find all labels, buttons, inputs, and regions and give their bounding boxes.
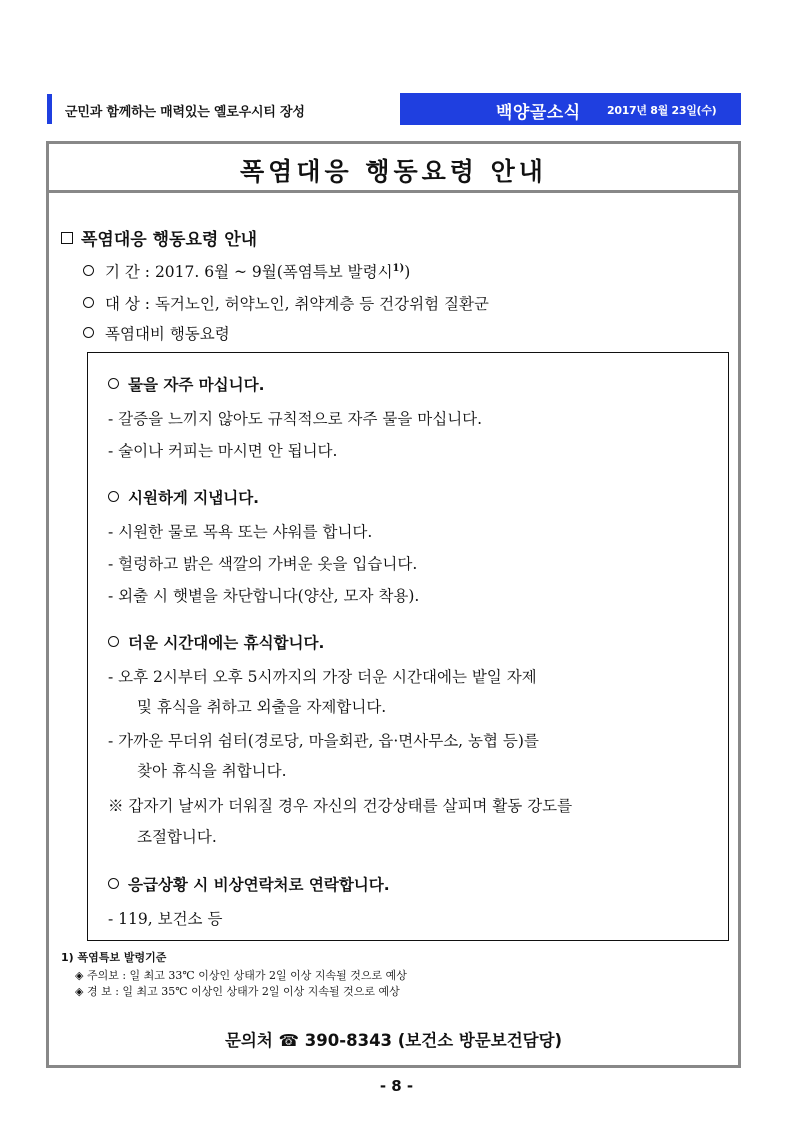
guideline-item: - 119, 보건소 등 [108, 910, 223, 928]
contact-info: 문의처 ☎ 390-8343 (보건소 방문보건담당) [224, 1031, 563, 1050]
footnote-item: ◈ 주의보 : 일 최고 33℃ 이상인 상태가 2일 이상 지속될 것으로 예상 [75, 969, 407, 982]
circle-bullet-icon [83, 327, 94, 338]
page-title: 폭염대응 행동요령 안내 [240, 157, 547, 186]
page-number: - 8 - [379, 1077, 414, 1095]
circle-bullet-icon [83, 265, 94, 276]
circle-bullet-icon [83, 297, 94, 308]
guideline-heading: 응급상황 시 비상연락처로 연락합니다. [108, 873, 390, 895]
square-bullet-icon [61, 232, 73, 244]
guide-text: 폭염대비 행동요령 [105, 325, 230, 343]
guideline-note: ※ 갑자기 날씨가 더워질 경우 자신의 건강상태를 살피며 활동 강도를 [108, 797, 573, 815]
circle-bullet-icon [108, 491, 119, 502]
footnote-item: ◈ 경 보 : 일 최고 35℃ 이상인 상태가 2일 이상 지속될 것으로 예상 [75, 985, 400, 998]
section-heading-text: 폭염대응 행동요령 안내 [81, 230, 258, 250]
guideline-item: - 외출 시 햇볕을 차단합니다(양산, 모자 착용). [108, 587, 420, 605]
guideline-heading: 더운 시간대에는 휴식합니다. [108, 631, 324, 653]
guidelines-box [87, 352, 729, 941]
section-heading [61, 225, 257, 250]
circle-bullet-icon [108, 878, 119, 889]
header-accent-bar [47, 94, 52, 124]
target-text: 대 상 : 독거노인, 허약노인, 취약계층 등 건강위험 질환군 [105, 295, 489, 313]
guideline-item: - 오후 2시부터 오후 5시까지의 가장 더운 시간대에는 밭일 자제 [108, 668, 537, 686]
guideline-item: - 술이나 커피는 마시면 안 됩니다. [108, 442, 338, 460]
guideline-item: - 가까운 무더위 쉼터(경로당, 마을회관, 읍·면사무소, 농협 등)를 [108, 732, 539, 750]
guideline-item-continued: 찾아 휴식을 취합니다. [137, 762, 287, 780]
guideline-item-continued: 및 휴식을 취하고 외출을 자제합니다. [137, 698, 387, 716]
guideline-note-continued: 조절합니다. [137, 828, 217, 846]
footnote-title: 1) 폭염특보 발령기준 [61, 951, 167, 964]
publication-date: 2017년 8월 23일(수) [607, 104, 717, 117]
guideline-item: - 헐렁하고 밝은 색깔의 가벼운 옷을 입습니다. [108, 555, 418, 573]
period-text: 기 간 : 2017. 6월 ~ 9월(폭염특보 발령시 [105, 263, 393, 281]
target-line [83, 292, 489, 314]
article-frame [46, 141, 741, 1068]
period-close: ) [404, 263, 411, 281]
guideline-heading: 물을 자주 마십니다. [108, 373, 264, 395]
guide-line [83, 322, 230, 344]
footnote-ref: 1) [392, 262, 405, 274]
publication-name: 백양골소식 [496, 103, 581, 123]
guideline-item: - 갈증을 느끼지 않아도 규칙적으로 자주 물을 마십니다. [108, 410, 483, 428]
guideline-item: - 시원한 물로 목욕 또는 샤워를 합니다. [108, 523, 373, 541]
page-header [47, 93, 741, 125]
title-band [49, 144, 738, 193]
guideline-heading: 시원하게 지냅니다. [108, 486, 259, 508]
header-slogan: 군민과 함께하는 매력있는 옐로우시티 장성 [65, 105, 305, 120]
circle-bullet-icon [108, 378, 119, 389]
period-line [83, 260, 410, 282]
circle-bullet-icon [108, 636, 119, 647]
publication-banner [400, 93, 741, 125]
